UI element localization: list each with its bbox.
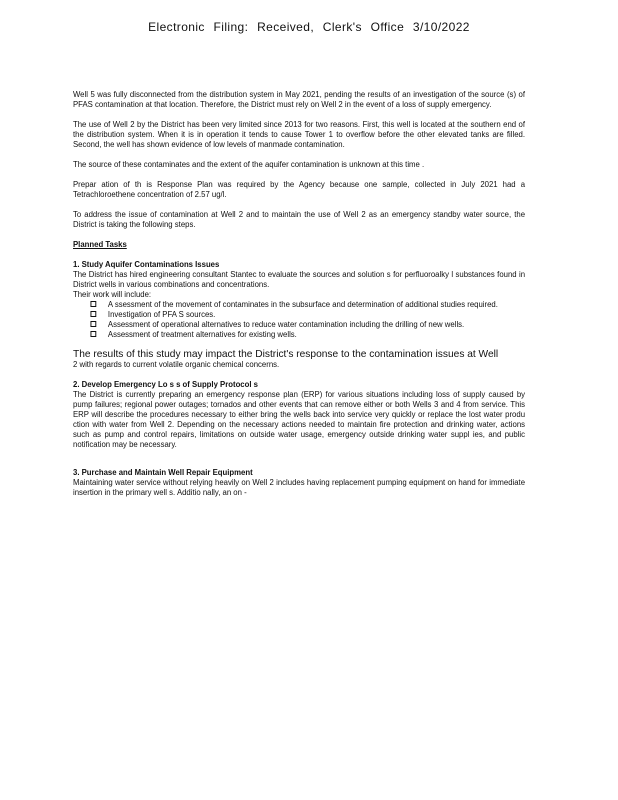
task-1-intro: Their work will include: bbox=[73, 290, 152, 299]
checklist-item: A ssessment of the movement of contaminates in the subsurface and determination of additional studies required. bbox=[90, 300, 525, 310]
impact-statement: The results of this study may impact the District's response to the contamination issues at Well bbox=[73, 348, 499, 360]
paragraph-preparation: Prepar ation of th is Response Plan was required by the Agency because one sample, collected in July 2021 had a Tetrachloroethene concentration of 2.57 ug/l. bbox=[73, 180, 526, 199]
task-2-body: The District is currently preparing an emergency response plan (ERP) for various situations including loss of supply caused by pump failures; regional power outages; tornados and other events that can remove either or both Wells 3 and 4 from service. This ERP will describe the procedures necessary to either bring the wells back into service very quickly or replace the lost water produ ction with water from Well 2. Depending on the necessary actions needed to maintain fire protection and drinking water, actions such as pump and control repairs, limitations on outside water usage, emergency outside drinking water suppl ies, and public notification may be necessary. bbox=[73, 390, 526, 449]
paragraph-well5: Well 5 was fully disconnected from the distribution system in May 2021, pending the results of an investigation of the source (s) of PFAS contamination at that location. Therefore, the District must rely on Well 2 in the event of a loss of supply emergency. bbox=[73, 90, 526, 109]
checkbox-icon bbox=[90, 311, 96, 317]
checkbox-icon bbox=[90, 321, 96, 327]
task-1-title: 1. Study Aquifer Contaminations Issues bbox=[73, 260, 220, 269]
paragraph-address: To address the issue of contamination at Well 2 and to maintain the use of Well 2 as an emergency standby water source, the District is taking the following steps. bbox=[73, 210, 526, 229]
task-2-title: 2. Develop Emergency Lo s s of Supply Protocol s bbox=[73, 380, 258, 389]
checklist-item: Assessment of operational alternatives to reduce water contamination including the drilling of new wells. bbox=[90, 320, 525, 330]
checkbox-icon bbox=[90, 331, 96, 337]
checklist-item: Investigation of PFA S sources. bbox=[90, 310, 525, 320]
document-body bbox=[73, 90, 525, 498]
paragraph-source: The source of these contaminates and the extent of the aquifer contamination is unknown at this time . bbox=[73, 160, 425, 169]
section-spacer bbox=[73, 460, 525, 468]
paragraph-well2-use: The use of Well 2 by the District has been very limited since 2013 for two reasons. First, this well is located at the southern end of the distribution system. When it is in operation it tends to cause Tower 1 to overflow before the other elevated tanks are filled. Second, the well has shown evidence of low levels of manmade contamination. bbox=[73, 120, 526, 149]
electronic-filing-header: Electronic Filing: Received, Clerk's Office 3/10/2022 bbox=[148, 20, 470, 34]
task-3-body: Maintaining water service without relying heavily on Well 2 includes having replacement pumping equipment on hand for immediate insertion in the primary well s. Additio nally, an on - bbox=[73, 478, 526, 497]
checklist-item: Assessment of treatment alternatives for existing wells. bbox=[90, 330, 525, 340]
planned-tasks-heading: Planned Tasks bbox=[73, 240, 127, 249]
task-1-body: The District has hired engineering consultant Stantec to evaluate the sources and solution s for perfluoroalky l substances found in District wells in various combinations and concentrations. bbox=[73, 270, 526, 289]
checkbox-icon bbox=[90, 301, 96, 307]
task-3-title: 3. Purchase and Maintain Well Repair Equipment bbox=[73, 468, 253, 477]
impact-statement-continued: 2 with regards to current volatile organic chemical concerns. bbox=[73, 360, 280, 369]
task-1-checklist bbox=[73, 300, 525, 340]
